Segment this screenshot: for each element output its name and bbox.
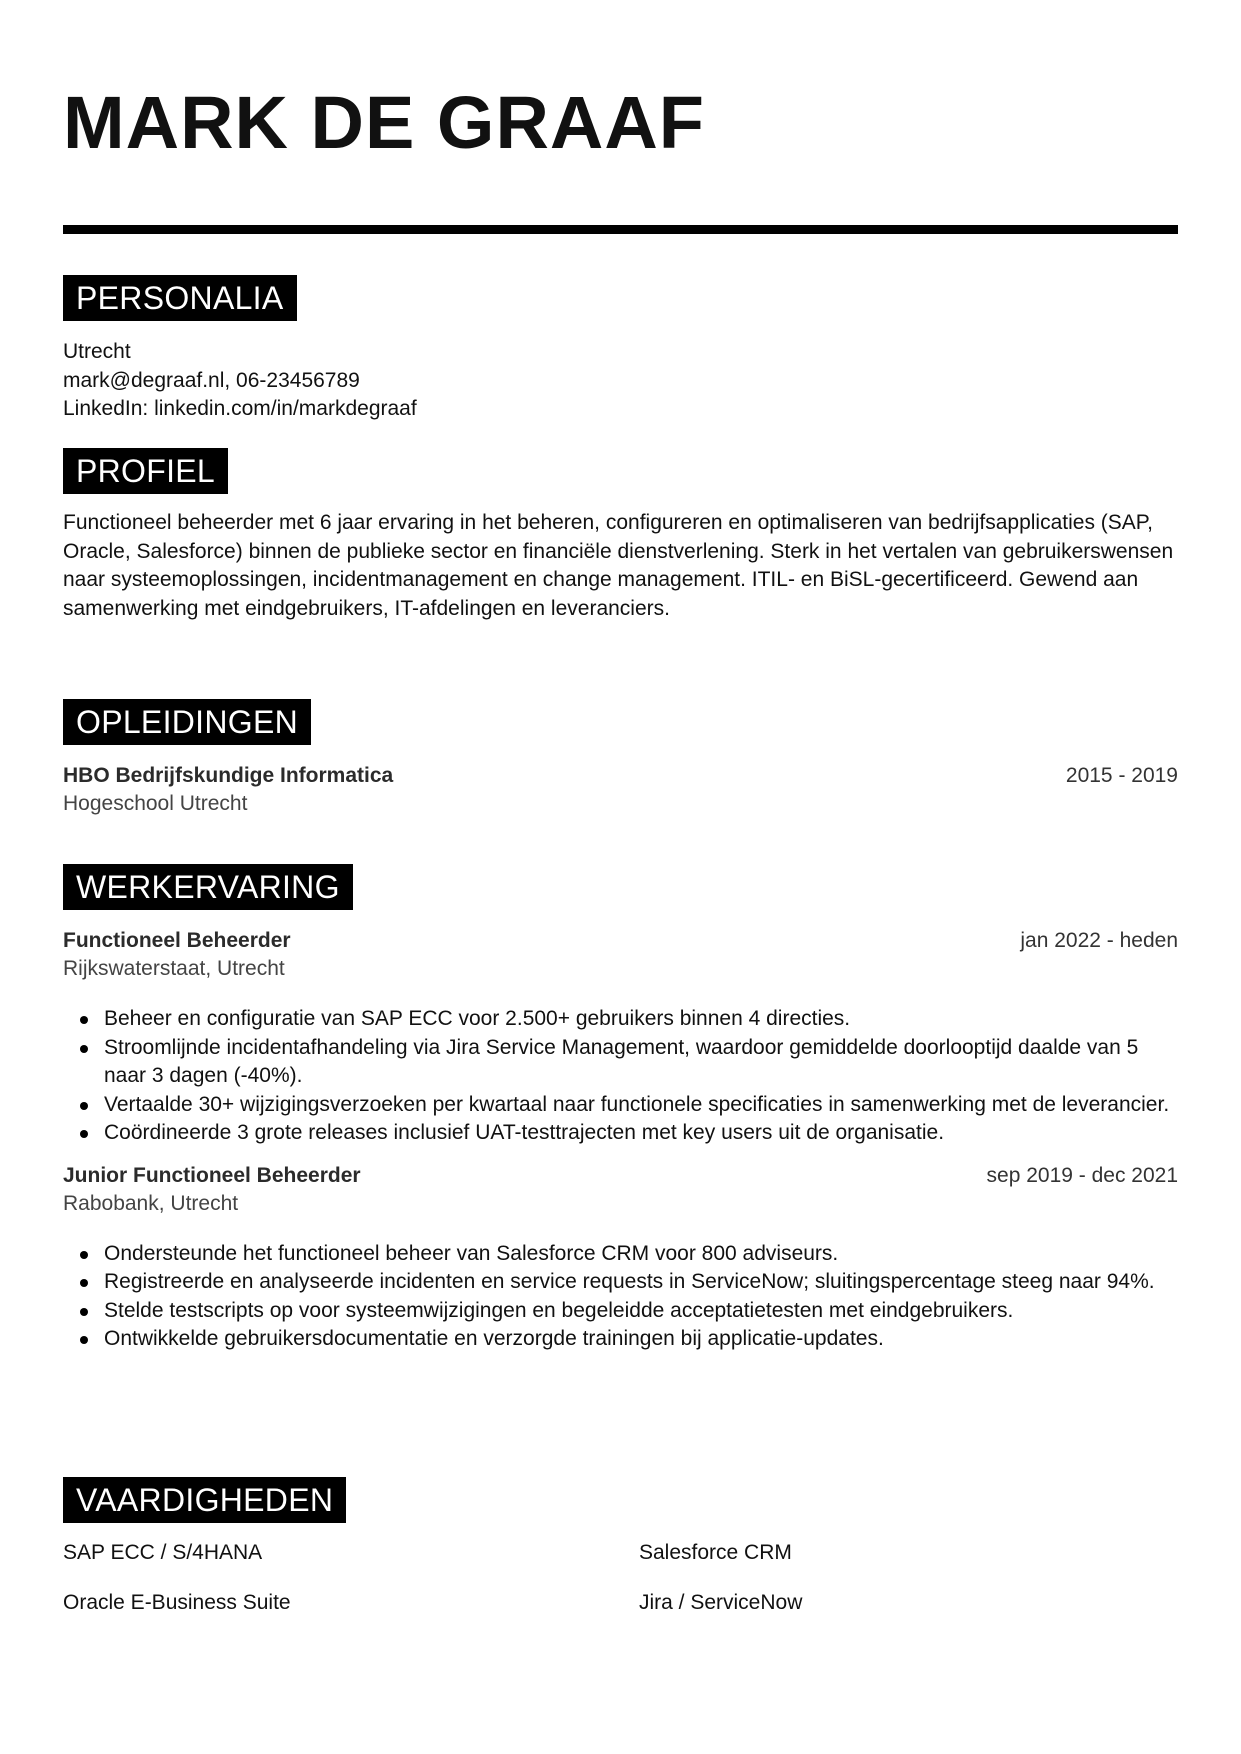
skill-item: Oracle E-Business Suite bbox=[63, 1591, 291, 1614]
job-bullet: Registreerde en analyseerde incidenten en service requests in ServiceNow; sluitingspercentage steeg naar 94%. bbox=[63, 1268, 1178, 1297]
job-bullets bbox=[63, 1240, 1178, 1354]
job-date: sep 2019 - dec 2021 bbox=[986, 1163, 1178, 1187]
job-employer: Rijkswaterstaat, Utrecht bbox=[63, 957, 285, 980]
personalia-contact: mark@degraaf.nl, 06-23456789 bbox=[63, 368, 360, 392]
skill-item: Jira / ServiceNow bbox=[639, 1591, 803, 1614]
section-personalia bbox=[63, 275, 1178, 424]
section-vaardigheden bbox=[63, 1477, 1178, 1633]
job-entry bbox=[63, 927, 1178, 1148]
job-bullet: Beheer en configuratie van SAP ECC voor 2.500+ gebruikers binnen 4 directies. bbox=[63, 1005, 1178, 1034]
education-entry bbox=[63, 762, 1178, 818]
job-bullets bbox=[63, 1005, 1178, 1148]
skills-grid bbox=[63, 1523, 1178, 1633]
job-bullet: Stelde testscripts op voor systeemwijzigingen en begeleidde acceptatietesten met eindgebruikers. bbox=[63, 1297, 1178, 1326]
personalia-location: Utrecht bbox=[63, 340, 131, 363]
personalia-linkedin: LinkedIn: linkedin.com/in/markdegraaf bbox=[63, 397, 417, 420]
job-title: Junior Functioneel Beheerder bbox=[63, 1163, 361, 1187]
section-heading-opleidingen: OPLEIDINGEN bbox=[63, 699, 311, 745]
job-date: jan 2022 - heden bbox=[1020, 929, 1178, 952]
job-bullet: Ondersteunde het functioneel beheer van Salesforce CRM voor 800 adviseurs. bbox=[63, 1240, 1178, 1269]
section-heading-vaardigheden: VAARDIGHEDEN bbox=[63, 1477, 346, 1523]
candidate-name: MARK DE GRAAF bbox=[63, 81, 705, 164]
job-employer: Rabobank, Utrecht bbox=[63, 1191, 239, 1215]
section-heading-profiel: PROFIEL bbox=[63, 448, 228, 494]
skill-item: Salesforce CRM bbox=[639, 1541, 792, 1564]
job-bullet: Vertaalde 30+ wijzigingsverzoeken per kwartaal naar functionele specificaties in samenwerking met de leverancier. bbox=[63, 1091, 1178, 1120]
job-entry bbox=[63, 1162, 1178, 1354]
job-bullet: Ontwikkelde gebruikersdocumentatie en verzorgde trainingen bij applicatie-updates. bbox=[63, 1325, 1178, 1354]
section-heading-personalia: PERSONALIA bbox=[63, 275, 297, 321]
section-heading-werkervaring: WERKERVARING bbox=[63, 864, 353, 910]
section-werkervaring bbox=[63, 864, 1178, 1354]
education-date: 2015 - 2019 bbox=[1065, 764, 1178, 787]
header-divider bbox=[63, 225, 1178, 234]
section-opleidingen bbox=[63, 699, 1178, 818]
section-profiel bbox=[63, 448, 1178, 623]
job-bullet: Coördineerde 3 grote releases inclusief UAT-testtrajecten met key users uit de organisatie. bbox=[63, 1119, 1178, 1148]
profile-summary: Functioneel beheerder met 6 jaar ervaring in het beheren, configureren en optimaliseren van bedrijfsapplicaties (SAP, Oracle, Salesforce) binnen de publieke sector en financiële dienstverlening. Sterk in het vertalen van gebruikerswensen naar systeemoplossingen, incidentmanagement en change management. ITIL- en BiSL-gecertificeerd. Gewend aan samenwerking met eindgebruikers, IT-afdelingen en leveranciers. bbox=[63, 511, 1174, 620]
skill-item: SAP ECC / S/4HANA bbox=[63, 1541, 263, 1564]
education-title: HBO Bedrijfskundige Informatica bbox=[63, 764, 394, 787]
job-bullet: Stroomlijnde incidentafhandeling via Jira Service Management, waardoor gemiddelde doorlooptijd daalde van 5 naar 3 dagen (-40%). bbox=[63, 1034, 1178, 1091]
education-institution: Hogeschool Utrecht bbox=[63, 792, 248, 815]
job-title: Functioneel Beheerder bbox=[63, 929, 291, 952]
